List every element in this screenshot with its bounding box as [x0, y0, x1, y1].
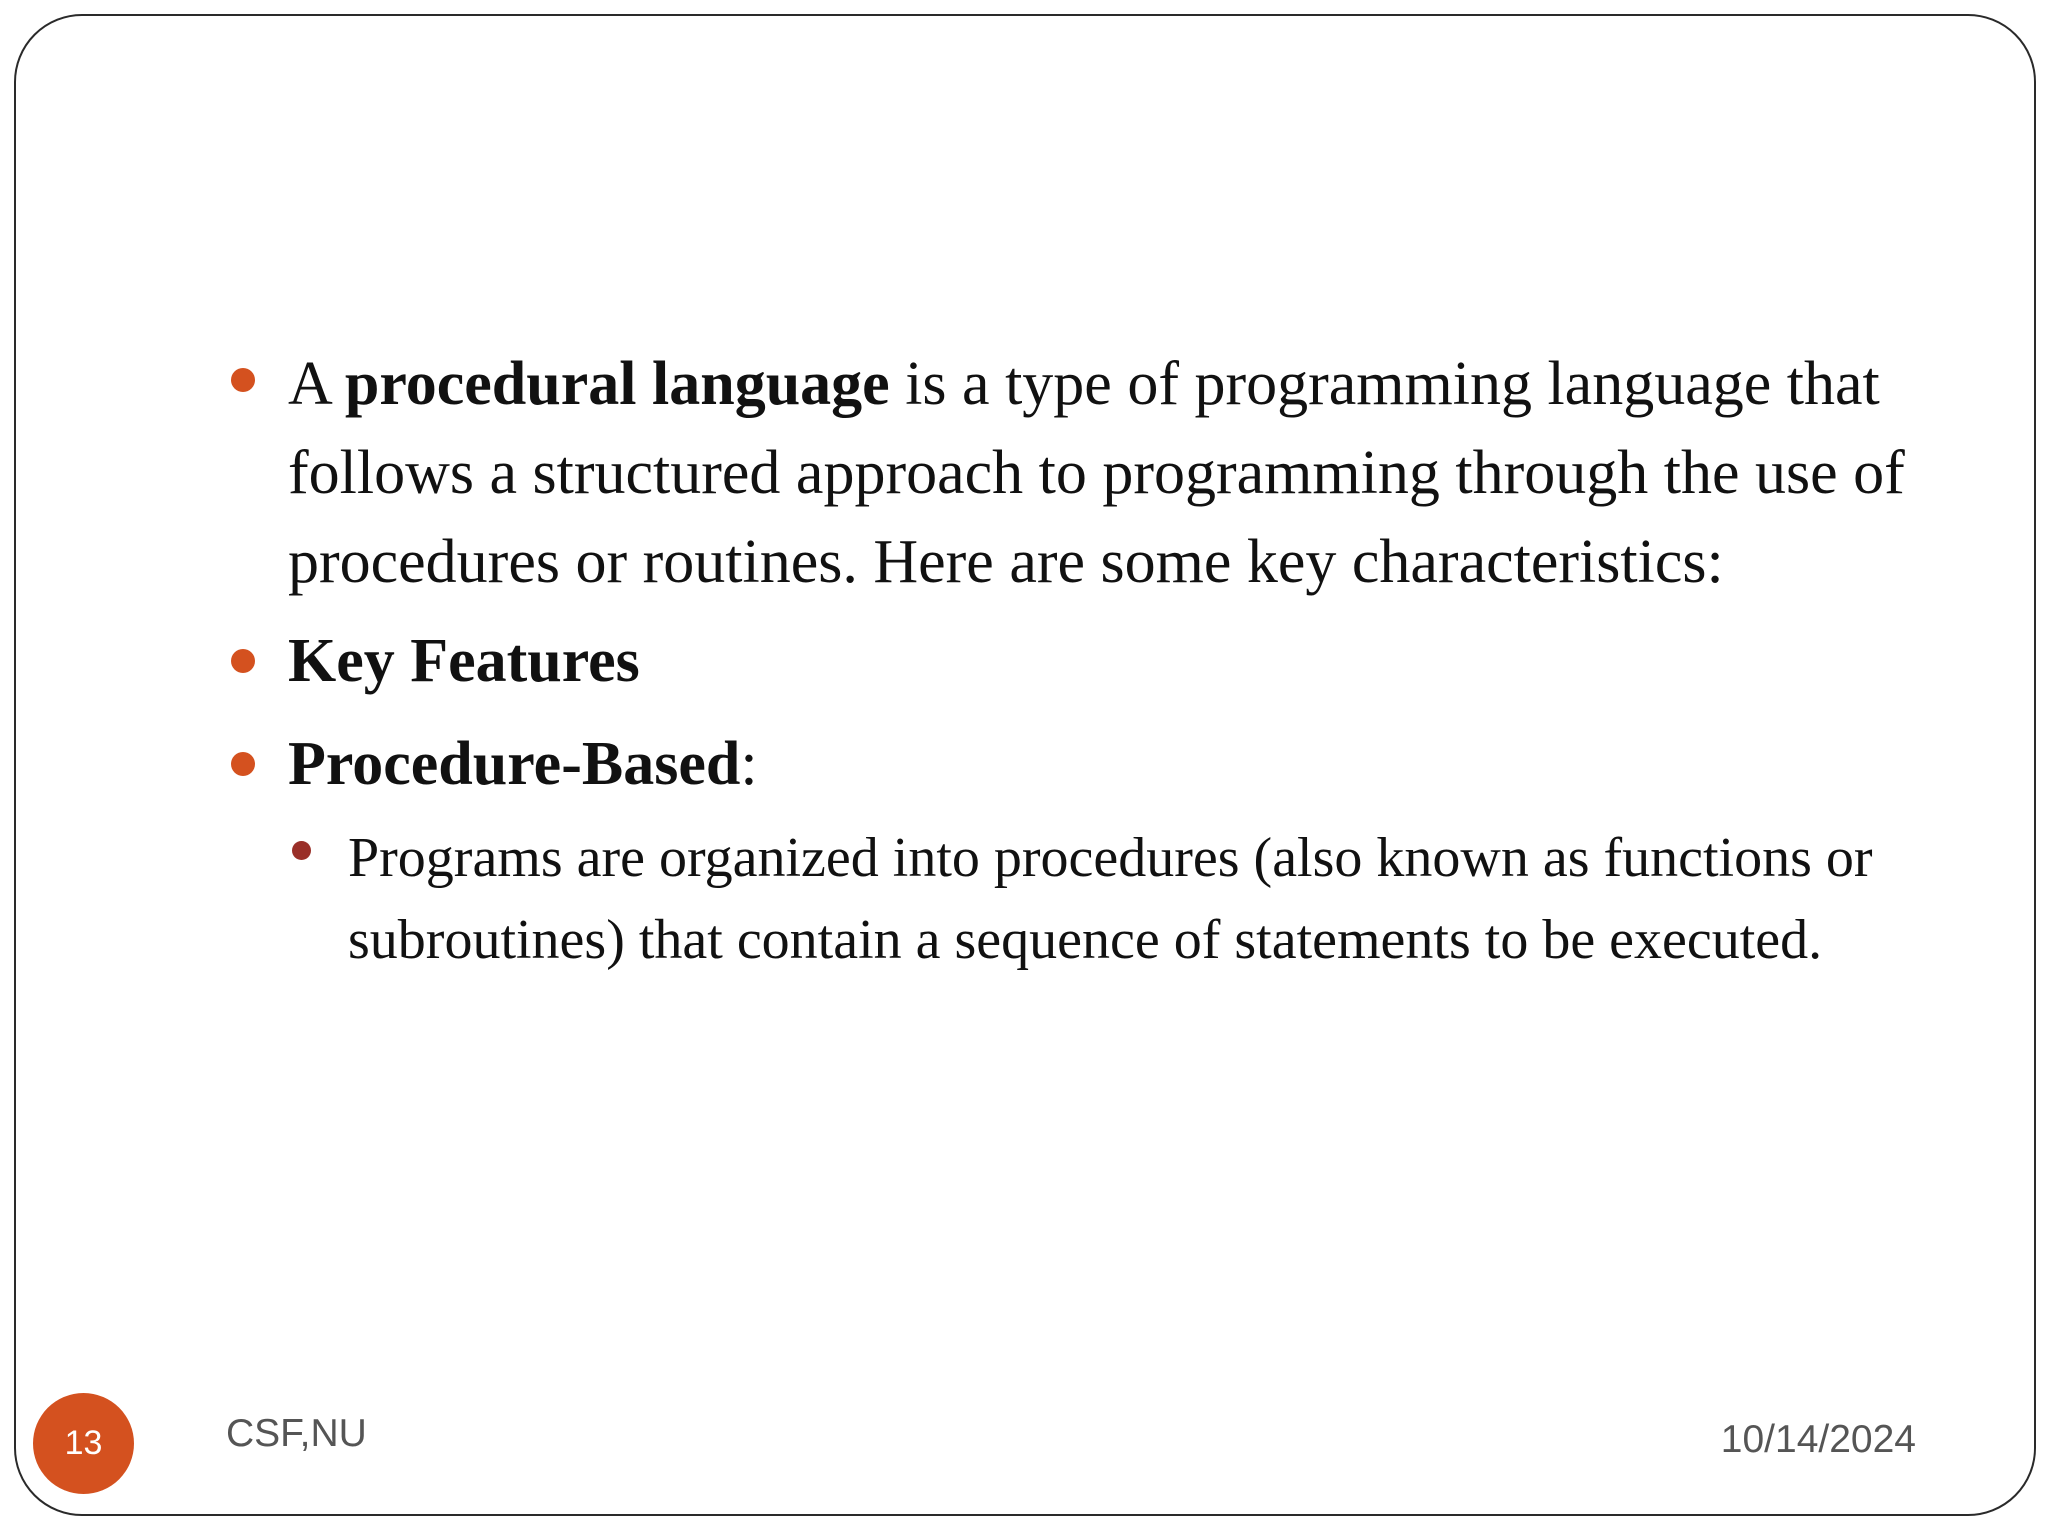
slide-content [225, 340, 1965, 981]
page-number-badge: 13 [33, 1393, 134, 1494]
footer-date: 10/14/2024 [1720, 1418, 1916, 1461]
bullet-dot-icon [231, 368, 255, 392]
bullet-dot-icon [231, 752, 255, 776]
bullet-key-features [225, 617, 1965, 706]
sub-bullet-text: Programs are organized into procedures (also known as functions or subroutines) that contain a sequence of statements to be executed. [348, 827, 1873, 971]
bullet-term: procedural language [344, 350, 890, 418]
bullet-text-description: is a type of programming language that follows a structured approach to programming through the use of procedures or routines. Here are some key characteristics: [288, 350, 1905, 596]
bullet-dot-icon [231, 649, 255, 673]
bullet-colon: : [740, 730, 758, 798]
sub-bullet-programs [288, 817, 1908, 981]
footer-organization: CSF,NU [226, 1412, 367, 1455]
sub-bullet-dot-icon [292, 841, 311, 860]
bullet-text-prefix: A [288, 350, 345, 418]
bullet-heading: Procedure-Based [288, 730, 741, 798]
bullet-heading: Key Features [288, 627, 640, 695]
bullet-procedural-language [225, 340, 1965, 607]
bullet-procedure-based [225, 720, 1965, 809]
